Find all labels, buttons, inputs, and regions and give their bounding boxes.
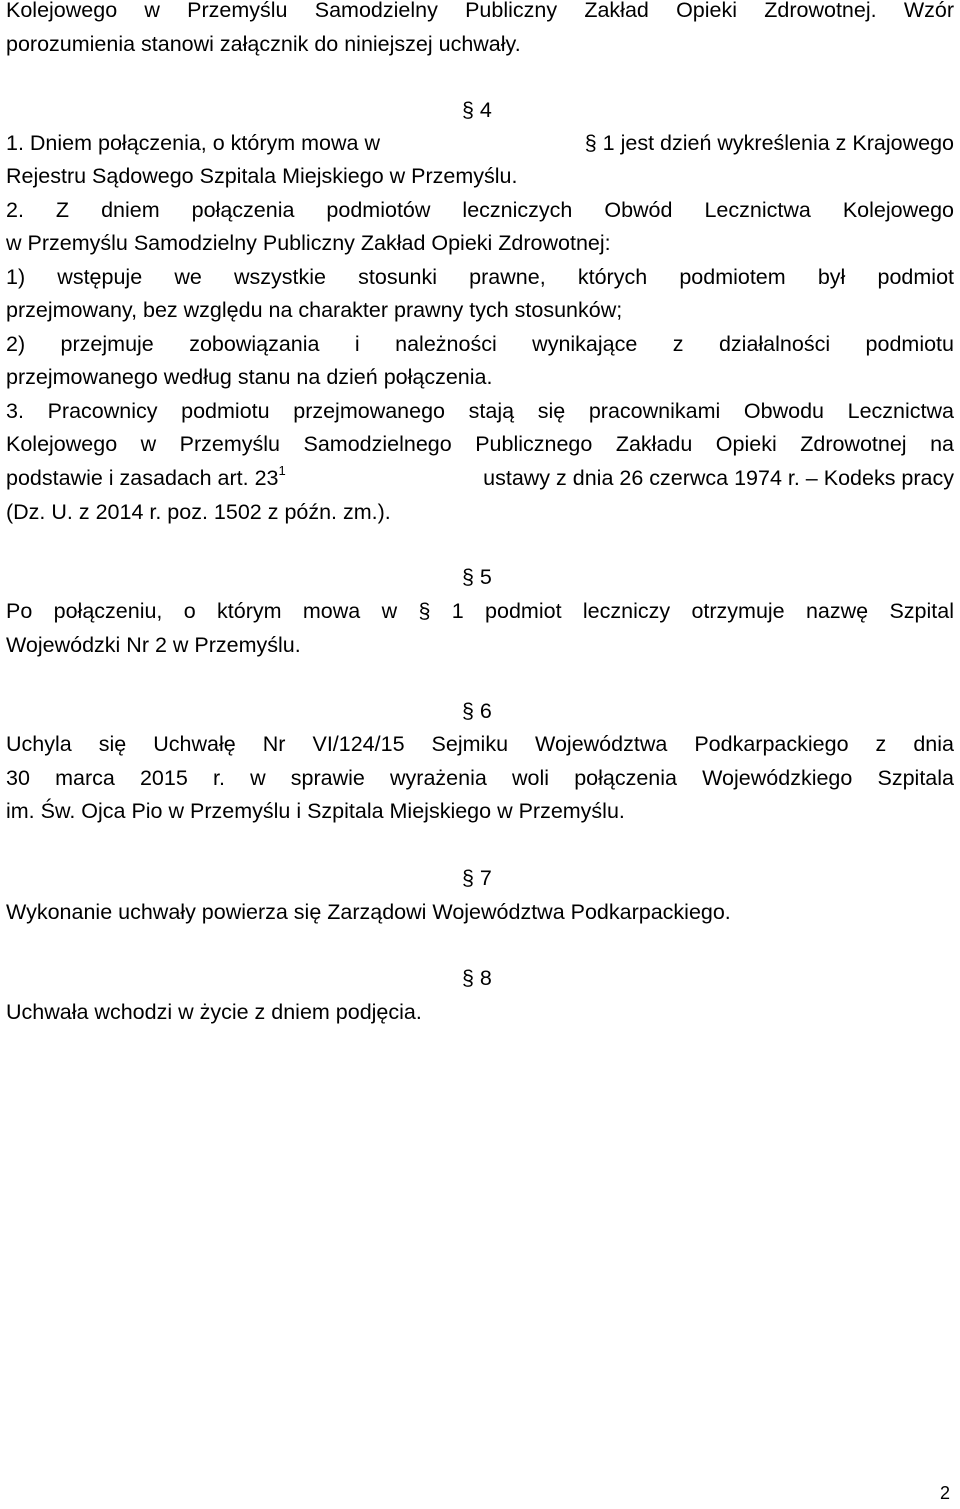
section-4-item-2-line-1: 2) przejmuje zobowiązania i należności wynikające z działalności podmiotu: [6, 332, 954, 356]
section-4-p3-line-3-start: [6, 462, 286, 494]
section-6-line-1: Uchyla się Uchwałę Nr VI/124/15 Sejmiku Województwa Podkarpackiego z dnia: [6, 732, 954, 756]
section-4-p3-line-4: (Dz. U. z 2014 r. poz. 1502 z późn. zm.).: [6, 500, 391, 524]
section-7-line-1: Wykonanie uchwały powierza się Zarządowi Województwa Podkarpackiego.: [6, 900, 731, 924]
section-4-p3-line-3-a: podstawie i zasadach art. 23: [6, 466, 279, 490]
section-6-heading: § 6: [462, 699, 492, 723]
section-5-line-1: Po połączeniu, o którym mowa w § 1 podmiot leczniczy otrzymuje nazwę Szpital: [6, 599, 954, 623]
section-8-line-1: Uchwała wchodzi w życie z dniem podjęcia.: [6, 1000, 422, 1024]
section-4-item-1-line-1: 1) wstępuje we wszystkie stosunki prawne, których podmiotem był podmiot: [6, 265, 954, 289]
section-6-line-3: im. Św. Ojca Pio w Przemyślu i Szpitala Miejskiego w Przemyślu.: [6, 799, 625, 823]
intro-line-2: porozumienia stanowi załącznik do niniejszej uchwały.: [6, 32, 521, 56]
section-4-p3-line-2: Kolejowego w Przemyślu Samodzielnego Publicznego Zakładu Opieki Zdrowotnej na: [6, 432, 954, 456]
page-number: 2: [939, 1483, 950, 1503]
section-4-item-2-line-2: przejmowanego według stanu na dzień połączenia.: [6, 365, 493, 389]
section-4-p3-line-1: 3. Pracownicy podmiotu przejmowanego stają się pracownikami Obwodu Lecznictwa: [6, 399, 954, 423]
section-7-heading: § 7: [462, 866, 492, 890]
section-4-p2-line-2: w Przemyślu Samodzielny Publiczny Zakład Opieki Zdrowotnej:: [6, 231, 611, 255]
section-4-p1-line-2: Rejestru Sądowego Szpitala Miejskiego w Przemyślu.: [6, 164, 518, 188]
section-4-item-1-line-2: przejmowany, bez względu na charakter prawny tych stosunków;: [6, 298, 623, 322]
section-5-heading: § 5: [462, 565, 492, 589]
section-4-p3-line-3-b: ustawy z dnia 26 czerwca 1974 r. – Kodeks pracy: [483, 466, 954, 490]
section-8-heading: § 8: [462, 966, 492, 990]
section-4-p2-line-1: 2. Z dniem połączenia podmiotów leczniczych Obwód Lecznictwa Kolejowego: [6, 198, 954, 222]
section-4-p1-line-1-b: § 1 jest dzień wykreślenia z Krajowego: [584, 131, 954, 155]
section-4-p3-line-3: [6, 462, 954, 494]
section-4-p1-line-1: [6, 127, 954, 159]
section-6-line-2: 30 marca 2015 r. w sprawie wyrażenia woli połączenia Wojewódzkiego Szpitala: [6, 766, 954, 790]
section-4-p1-line-1-a: 1. Dniem połączenia, o którym mowa w: [6, 131, 381, 155]
section-4-heading: § 4: [462, 98, 492, 122]
section-5-line-2: Wojewódzki Nr 2 w Przemyślu.: [6, 633, 301, 657]
article-superscript: 1: [278, 462, 286, 478]
intro-line-1: Kolejowego w Przemyślu Samodzielny Publiczny Zakład Opieki Zdrowotnej. Wzór: [6, 0, 954, 22]
